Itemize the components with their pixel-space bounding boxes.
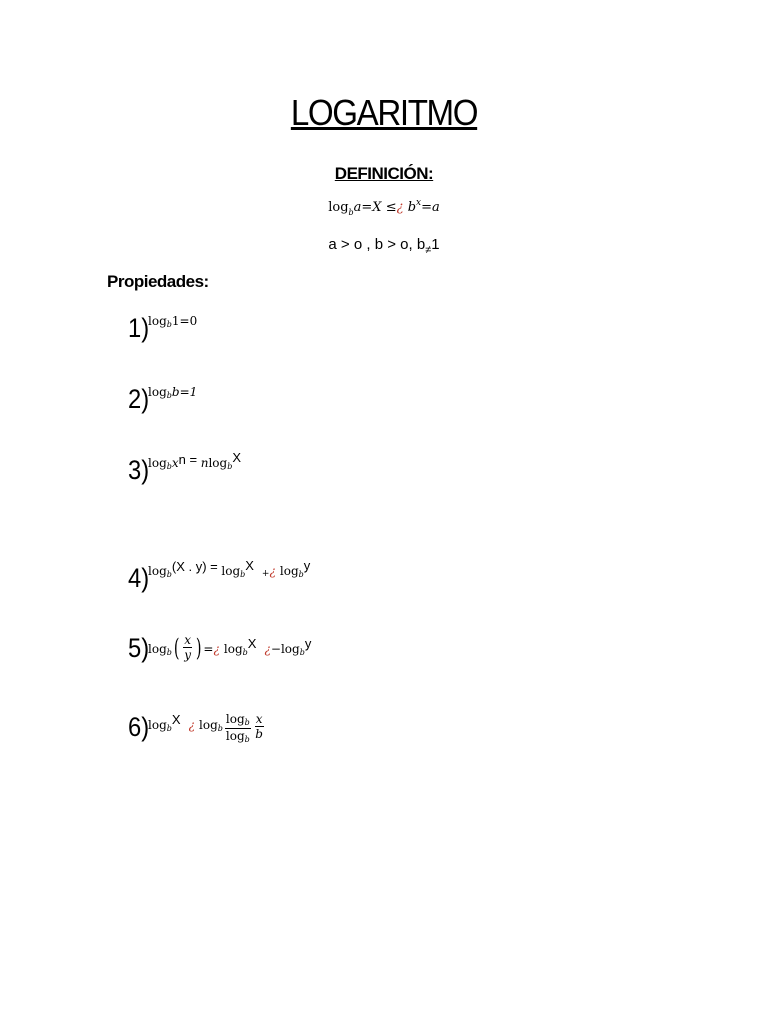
log-text: log: [199, 718, 218, 732]
log-base: b: [348, 208, 354, 217]
log-base: b: [244, 718, 250, 727]
formula-b: b: [407, 200, 417, 215]
fraction-denominator: b: [255, 727, 263, 741]
neq-symbol: ≠: [425, 244, 432, 256]
fraction-numerator: [225, 712, 251, 729]
expr-exponent: n: [178, 452, 186, 467]
right-paren: ): [195, 634, 202, 662]
log-base: b: [242, 648, 248, 657]
formula-mark: ¿: [188, 718, 195, 732]
log-text: log: [148, 564, 167, 578]
property-number: 3): [128, 455, 150, 485]
log-base: b: [217, 724, 223, 733]
formula-rhs: =a: [421, 200, 440, 215]
property-number: 6): [128, 712, 150, 742]
property-expression: [148, 450, 242, 471]
log-text: log: [279, 564, 299, 578]
log-text: log: [225, 729, 245, 743]
property-number: 4): [128, 563, 150, 593]
property-3: [128, 450, 242, 485]
definition-conditions: [0, 236, 768, 256]
log-text: log: [148, 385, 167, 399]
minus-sign: −: [270, 642, 281, 656]
formula-arg: a=X: [353, 200, 382, 215]
log-text: log: [208, 456, 228, 470]
property-expression: [148, 558, 311, 579]
conditions-text: a > o , b > o, b: [328, 236, 426, 253]
formula-exponent: x: [416, 198, 422, 208]
plus-sign: +: [261, 569, 270, 579]
log-text: log: [148, 456, 167, 470]
property-1: [128, 313, 197, 343]
expr-equals: =: [203, 642, 214, 656]
log-base: b: [244, 735, 250, 744]
expr-exponent: X: [245, 558, 254, 573]
log-text: log: [148, 642, 167, 656]
fraction-numerator: x: [184, 633, 192, 647]
fraction: [183, 633, 192, 662]
property-expression: [148, 384, 197, 400]
page-title: LOGARITMO: [290, 92, 478, 133]
log-text: log: [280, 642, 300, 656]
property-number: 5): [128, 633, 150, 663]
property-5: [128, 633, 311, 663]
log-base: b: [240, 570, 246, 579]
expr-exponent: X: [232, 450, 242, 465]
log-text: log: [225, 712, 245, 726]
properties-heading: Propiedades:: [107, 272, 209, 291]
expr-exponent: X: [171, 712, 181, 727]
fraction-numerator: x: [255, 712, 263, 726]
formula-mark: ¿: [264, 642, 271, 656]
expr-equals: =: [185, 452, 201, 467]
expr-rest: b=1: [171, 385, 198, 399]
log-text: log: [328, 200, 349, 215]
log-text: log: [221, 564, 241, 578]
log-base: b: [166, 462, 172, 471]
formula-relation: ≤: [385, 200, 397, 215]
fraction-denominator: y: [184, 648, 192, 662]
property-expression: [148, 313, 197, 329]
property-4: [128, 558, 311, 593]
expr-rest: 1=0: [171, 314, 198, 328]
log-base: b: [166, 320, 172, 329]
fraction-denominator: [226, 729, 250, 745]
log-text: log: [148, 718, 167, 732]
log-base: b: [166, 648, 172, 657]
formula-mark: ¿: [213, 642, 220, 656]
property-6: [128, 712, 266, 745]
log-base: b: [166, 724, 172, 733]
property-number: 1): [128, 313, 150, 343]
definition-heading: DEFINICIÓN:: [334, 164, 434, 183]
expr-arg: (X . y) =: [171, 559, 222, 574]
log-base: b: [299, 648, 305, 657]
expr-exponent: y: [304, 636, 312, 651]
formula-mark: ¿: [269, 564, 276, 578]
fraction: [225, 712, 251, 745]
property-2: [128, 384, 197, 414]
log-text: log: [148, 314, 167, 328]
fraction: [255, 712, 264, 741]
expr-var: x: [171, 456, 179, 470]
log-base: b: [298, 570, 304, 579]
property-expression: [148, 633, 311, 663]
property-number: 2): [128, 384, 150, 414]
property-expression: [148, 712, 266, 745]
expr-coef: n: [200, 456, 209, 470]
log-base: b: [166, 391, 172, 400]
expr-exponent: X: [247, 636, 257, 651]
conditions-one: 1: [431, 236, 440, 253]
left-paren: (: [173, 634, 180, 662]
log-base: b: [166, 570, 172, 579]
log-base: b: [227, 462, 233, 471]
log-text: log: [223, 642, 243, 656]
formula-mark: ¿: [396, 200, 404, 215]
expr-exponent: y: [303, 558, 311, 573]
definition-formula: [0, 200, 768, 215]
